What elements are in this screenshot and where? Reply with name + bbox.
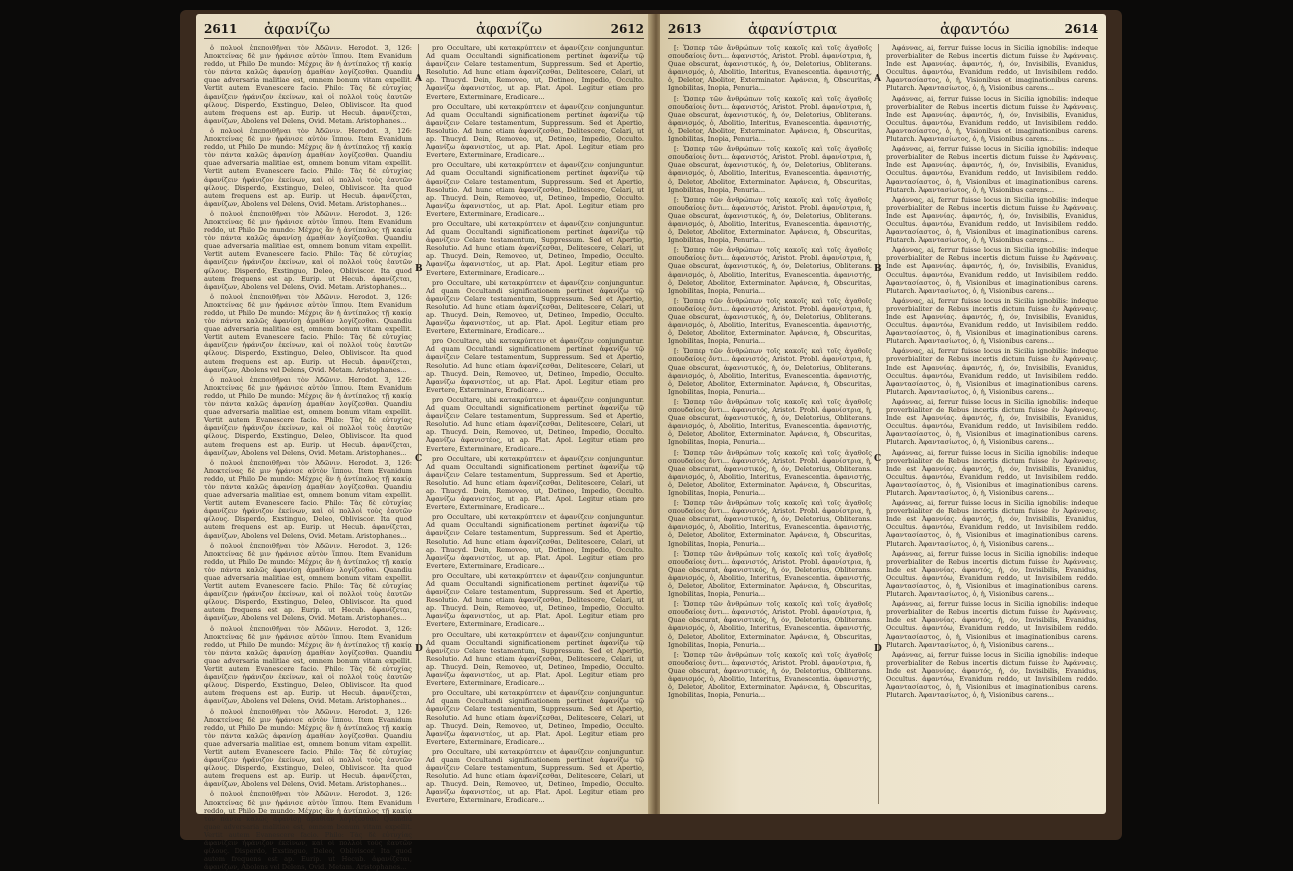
column-text-continued: [: Ὥσπερ τῶν ἄνθρώπων τοῖς κακοῖς καὶ τοῖς ἀγαθοῖς σπουδαίοις ὄντι... ἀφανιστός, Aristot. Probl. ἀφανίστρια, ἡ, Quae obscurat, ἀφανιστικός, ἡ, όν, Deletorius, Obliterans. ἀφανισμός, ὁ, Abolitio, Interitus, Evanescentia. ἀφανιστής, ὁ, Deletor, Abolitor, Exterminator. Ἀφάνεια, ἡ, Obscuritas, Ignobilitas, Inopia, Penuria... — [668, 195, 872, 245]
column-text-continued: [: Ὥσπερ τῶν ἄνθρώπων τοῖς κακοῖς καὶ τοῖς ἀγαθοῖς σπουδαίοις ὄντι... ἀφανιστός, Aristot. Probl. ἀφανίστρια, ἡ, Quae obscurat, ἀφανιστικός, ἡ, όν, Deletorius, Obliterans. ἀφανισμός, ὁ, Abolitio, Interitus, Evanescentia. ἀφανιστής, ὁ, Deletor, Abolitor, Exterminator. Ἀφάνεια, ἡ, Obscuritas, Ignobilitas, Inopia, Penuria... — [668, 296, 872, 346]
column-text-continued: Ἀφάννας, ai, ferrur fuisse locus in Sicilia ignobilis: indeque proverbialiter de Rebus incertis dictum fuisse ἐν Ἀφάνναις. Inde est Ἀφαννίας. ἀφαντός, ἡ, όν, Invisibilis, Evanidus, Occultus. ἀφαντόω, Evanidum reddo, ut Invisibilem reddo. Ἀφαντασίαστος, ὁ, ἡ, Visionibus et imaginationibus carens. Plutarch. Ἀφαντασίωτος, ὁ, ἡ, Visionibus carens... — [886, 94, 1098, 144]
column-divider — [418, 44, 419, 804]
text-column — [668, 44, 872, 806]
column-text-continued: Ἀφάννας, ai, ferrur fuisse locus in Sicilia ignobilis: indeque proverbialiter de Rebus incertis dictum fuisse ἐν Ἀφάνναις. Inde est Ἀφαννίας. ἀφαντός, ἡ, όν, Invisibilis, Evanidus, Occultus. ἀφαντόω, Evanidum reddo, ut Invisibilem reddo. Ἀφαντασίαστος, ὁ, ἡ, Visionibus et imaginationibus carens. Plutarch. Ἀφαντασίωτος, ὁ, ἡ, Visionibus carens... — [886, 448, 1098, 497]
page-number: 2611 — [204, 22, 238, 36]
column-text-continued: pro Occultare, ubi κατακρύπτειν et ἀφανίζειν conjunguntur. Ad quam Occultandi significationem pertinet ἀφανίζω τῷ ἀφανίζειν Celare testamentum, Suppressum. Sed et Apertio, Resolutio. Ad hunc etiam ἀφανίζεσθαι, Delitescere, Celari, ut ap. Thucyd. Dein, Removeo, ut, Detineo, Impedio, Occulto. Ἀφανίζω ἀφανιστέος, ut ap. Plat. Apol. Legitur etiam pro Evertere, Exterminare, Eradicare... — [426, 102, 644, 160]
column-text-continued: pro Occultare, ubi κατακρύπτειν et ἀφανίζειν conjunguntur. Ad quam Occultandi significationem pertinet ἀφανίζω τῷ ἀφανίζειν Celare testamentum, Suppressum. Sed et Apertio, Resolutio. Ad hunc etiam ἀφανίζεσθαι, Delitescere, Celari, ut ap. Thucyd. Dein, Removeo, ut, Detineo, Impedio, Occulto. Ἀφανίζω ἀφανιστέος, ut ap. Plat. Apol. Legitur etiam pro Evertere, Exterminare, Eradicare... — [426, 747, 644, 805]
column-text-continued: pro Occultare, ubi κατακρύπτειν et ἀφανίζειν conjunguntur. Ad quam Occultandi significationem pertinet ἀφανίζω τῷ ἀφανίζειν Celare testamentum, Suppressum. Sed et Apertio, Resolutio. Ad hunc etiam ἀφανίζεσθαι, Delitescere, Celari, ut ap. Thucyd. Dein, Removeo, ut, Detineo, Impedio, Occulto. Ἀφανίζω ἀφανιστέος, ut ap. Plat. Apol. Legitur etiam pro Evertere, Exterminare, Eradicare... — [426, 161, 644, 218]
column-text-continued: ὁ πολυοὶ ἐπεποιθῆναι τὸν Ἀδῶνιν. Herodot. 3, 126: Ἀποκτείνας δὲ μιν ἠφάνισε αὐτὸν ἵππου. Item Evanidum reddo, ut Philo De mundo: Μέχρις ἂν ἡ ἀντίπαλος τῇ κακίᾳ τὸν πάντα καλῶς ἀφανίσῃ ἀμαθίαν λογίζεσθαι. Quandiu quae adversaria malitiae est, omnem bonum vitam expellit. Vertit autem Evanescere facio. Philo: Τὰς δὲ εὐτυχίας ἀφανίζειν ἠφάνιζον ἐκείνων, καὶ οἱ πολλοὶ τοὺς ἑαυτῶν φίλους. Disperdo, Exstinguo, Deleo, Obliviscor. Ita quod autem frequens est ap. Eurip. ut Hecub. ἀφανίζεται, ἀφανίζων, Abolens vel Delens, Ovid. Metam. Aristophanes... — [204, 790, 412, 871]
margin-letter: A — [874, 74, 881, 84]
column-text-continued: pro Occultare, ubi κατακρύπτειν et ἀφανίζειν conjunguntur. Ad quam Occultandi significationem pertinet ἀφανίζω τῷ ἀφανίζειν Celare testamentum, Suppressum. Sed et Apertio, Resolutio. Ad hunc etiam ἀφανίζεσθαι, Delitescere, Celari, ut ap. Thucyd. Dein, Removeo, ut, Detineo, Impedio, Occulto. Ἀφανίζω ἀφανιστέος, ut ap. Plat. Apol. Legitur etiam pro Evertere, Exterminare, Eradicare... — [426, 278, 644, 336]
column-text-continued: Ἀφάννας, ai, ferrur fuisse locus in Sicilia ignobilis: indeque proverbialiter de Rebus incertis dictum fuisse ἐν Ἀφάνναις. Inde est Ἀφαννίας. ἀφαντός, ἡ, όν, Invisibilis, Evanidus, Occultus. ἀφαντόω, Evanidum reddo, ut Invisibilem reddo. Ἀφαντασίαστος, ὁ, ἡ, Visionibus et imaginationibus carens. Plutarch. Ἀφαντασίωτος, ὁ, ἡ, Visionibus carens... — [886, 549, 1098, 599]
column-text-continued: pro Occultare, ubi κατακρύπτειν et ἀφανίζειν conjunguntur. Ad quam Occultandi significationem pertinet ἀφανίζω τῷ ἀφανίζειν Celare testamentum, Suppressum. Sed et Apertio, Resolutio. Ad hunc etiam ἀφανίζεσθαι, Delitescere, Celari, ut ap. Thucyd. Dein, Removeo, ut, Detineo, Impedio, Occulto. Ἀφανίζω ἀφανιστέος, ut ap. Plat. Apol. Legitur etiam pro Evertere, Exterminare, Eradicare... — [426, 337, 644, 394]
header-rule — [204, 38, 644, 39]
column-text-continued: Ἀφάννας, ai, ferrur fuisse locus in Sicilia ignobilis: indeque proverbialiter de Rebus incertis dictum fuisse ἐν Ἀφάνναις. Inde est Ἀφαννίας. ἀφαντός, ἡ, όν, Invisibilis, Evanidus, Occultus. ἀφαντόω, Evanidum reddo, ut Invisibilem reddo. Ἀφαντασίαστος, ὁ, ἡ, Visionibus et imaginationibus carens. Plutarch. Ἀφαντασίωτος, ὁ, ἡ, Visionibus carens... — [886, 650, 1098, 700]
column-divider — [878, 44, 879, 804]
column-text-continued: [: Ὥσπερ τῶν ἄνθρώπων τοῖς κακοῖς καὶ τοῖς ἀγαθοῖς σπουδαίοις ὄντι... ἀφανιστός, Aristot. Probl. ἀφανίστρια, ἡ, Quae obscurat, ἀφανιστικός, ἡ, όν, Deletorius, Obliterans. ἀφανισμός, ὁ, Abolitio, Interitus, Evanescentia. ἀφανιστής, ὁ, Deletor, Abolitor, Exterminator. Ἀφάνεια, ἡ, Obscuritas, Ignobilitas, Inopia, Penuria... — [668, 347, 872, 396]
column-text-continued: ὁ πολυοὶ ἐπεποιθῆναι τὸν Ἀδῶνιν. Herodot. 3, 126: Ἀποκτείνας δὲ μιν ἠφάνισε αὐτὸν ἵππου. Item Evanidum reddo, ut Philo De mundo: Μέχρις ἂν ἡ ἀντίπαλος τῇ κακίᾳ τὸν πάντα καλῶς ἀφανίσῃ ἀμαθίαν λογίζεσθαι. Quandiu quae adversaria malitiae est, omnem bonum vitam expellit. Vertit autem Evanescere facio. Philo: Τὰς δὲ εὐτυχίας ἀφανίζειν ἠφάνιζον ἐκείνων, καὶ οἱ πολλοὶ τοὺς ἑαυτῶν φίλους. Disperdo, Exstinguo, Deleo, Obliviscor. Ita quod autem frequens est ap. Eurip. ut Hecub. ἀφανίζεται, ἀφανίζων, Abolens vel Delens, Ovid. Metam. Aristophanes... — [204, 209, 412, 291]
column-text-continued: [: Ὥσπερ τῶν ἄνθρώπων τοῖς κακοῖς καὶ τοῖς ἀγαθοῖς σπουδαίοις ὄντι... ἀφανιστός, Aristot. Probl. ἀφανίστρια, ἡ, Quae obscurat, ἀφανιστικός, ἡ, όν, Deletorius, Obliterans. ἀφανισμός, ὁ, Abolitio, Interitus, Evanescentia. ἀφανιστής, ὁ, Deletor, Abolitor, Exterminator. Ἀφάνεια, ἡ, Obscuritas, Ignobilitas, Inopia, Penuria... — [668, 650, 872, 700]
page-header-right — [668, 20, 1098, 40]
margin-letter: D — [874, 644, 882, 654]
column-text-continued: ὁ πολυοὶ ἐπεποιθῆναι τὸν Ἀδῶνιν. Herodot. 3, 126: Ἀποκτείνας δὲ μιν ἠφάνισε αὐτὸν ἵππου. Item Evanidum reddo, ut Philo De mundo: Μέχρις ἂν ἡ ἀντίπαλος τῇ κακίᾳ τὸν πάντα καλῶς ἀφανίσῃ ἀμαθίαν λογίζεσθαι. Quandiu quae adversaria malitiae est, omnem bonum vitam expellit. Vertit autem Evanescere facio. Philo: Τὰς δὲ εὐτυχίας ἀφανίζειν ἠφάνιζον ἐκείνων, καὶ οἱ πολλοὶ τοὺς ἑαυτῶν φίλους. Disperdo, Exstinguo, Deleo, Obliviscor. Ita quod autem frequens est ap. Eurip. ut Hecub. ἀφανίζεται, ἀφανίζων, Abolens vel Delens, Ovid. Metam. Aristophanes... — [204, 126, 412, 208]
running-headword: ἀφανίστρια — [748, 20, 838, 38]
column-text-continued: ὁ πολυοὶ ἐπεποιθῆναι τὸν Ἀδῶνιν. Herodot. 3, 126: Ἀποκτείνας δὲ μιν ἠφάνισε αὐτὸν ἵππου. Item Evanidum reddo, ut Philo De mundo: Μέχρις ἂν ἡ ἀντίπαλος τῇ κακίᾳ τὸν πάντα καλῶς ἀφανίσῃ ἀμαθίαν λογίζεσθαι. Quandiu quae adversaria malitiae est, omnem bonum vitam expellit. Vertit autem Evanescere facio. Philo: Τὰς δὲ εὐτυχίας ἀφανίζειν ἠφάνιζον ἐκείνων, καὶ οἱ πολλοὶ τοὺς ἑαυτῶν φίλους. Disperdo, Exstinguo, Deleo, Obliviscor. Ita quod autem frequens est ap. Eurip. ut Hecub. ἀφανίζεται, ἀφανίζων, Abolens vel Delens, Ovid. Metam. Aristophanes... — [204, 624, 412, 706]
margin-letter: B — [415, 264, 423, 274]
margin-letter: D — [415, 644, 423, 654]
left-page — [196, 14, 652, 871]
text-column — [426, 44, 644, 806]
column-text-continued: pro Occultare, ubi κατακρύπτειν et ἀφανίζειν conjunguntur. Ad quam Occultandi significationem pertinet ἀφανίζω τῷ ἀφανίζειν Celare testamentum, Suppressum. Sed et Apertio, Resolutio. Ad hunc etiam ἀφανίζεσθαι, Delitescere, Celari, ut ap. Thucyd. Dein, Removeo, ut, Detineo, Impedio, Occulto. Ἀφανίζω ἀφανιστέος, ut ap. Plat. Apol. Legitur etiam pro Evertere, Exterminare, Eradicare... — [426, 513, 644, 570]
column-text-continued: pro Occultare, ubi κατακρύπτειν et ἀφανίζειν conjunguntur. Ad quam Occultandi significationem pertinet ἀφανίζω τῷ ἀφανίζειν Celare testamentum, Suppressum. Sed et Apertio, Resolutio. Ad hunc etiam ἀφανίζεσθαι, Delitescere, Celari, ut ap. Thucyd. Dein, Removeo, ut, Detineo, Impedio, Occulto. Ἀφανίζω ἀφανιστέος, ut ap. Plat. Apol. Legitur etiam pro Evertere, Exterminare, Eradicare... — [426, 571, 644, 629]
column-text: Ἀφάννας, ai, ferrur fuisse locus in Sicilia ignobilis: indeque proverbialiter de Rebus incertis dictum fuisse ἐν Ἀφάνναις. Inde est Ἀφαννίας. ἀφαντός, ἡ, όν, Invisibilis, Evanidus, Occultus. ἀφαντόω, Evanidum reddo, ut Invisibilem reddo. Ἀφαντασίαστος, ὁ, ἡ, Visionibus et imaginationibus carens. Plutarch. Ἀφαντασίωτος, ὁ, ἡ, Visionibus carens... — [886, 44, 1098, 93]
running-headword: ἀφαντόω — [940, 20, 1010, 38]
column-text: pro Occultare, ubi κατακρύπτειν et ἀφανίζειν conjunguntur. Ad quam Occultandi significationem pertinet ἀφανίζω τῷ ἀφανίζειν Celare testamentum, Suppressum. Sed et Apertio, Resolutio. Ad hunc etiam ἀφανίζεσθαι, Delitescere, Celari, ut ap. Thucyd. Dein, Removeo, ut, Detineo, Impedio, Occulto. Ἀφανίζω ἀφανιστέος, ut ap. Plat. Apol. Legitur etiam pro Evertere, Exterminare, Eradicare... — [426, 44, 644, 101]
margin-letter: C — [874, 454, 882, 464]
running-headword: ἀφανίζω — [476, 20, 543, 38]
column-text-continued: Ἀφάννας, ai, ferrur fuisse locus in Sicilia ignobilis: indeque proverbialiter de Rebus incertis dictum fuisse ἐν Ἀφάνναις. Inde est Ἀφαννίας. ἀφαντός, ἡ, όν, Invisibilis, Evanidus, Occultus. ἀφαντόω, Evanidum reddo, ut Invisibilem reddo. Ἀφαντασίαστος, ὁ, ἡ, Visionibus et imaginationibus carens. Plutarch. Ἀφαντασίωτος, ὁ, ἡ, Visionibus carens... — [886, 195, 1098, 245]
page-number: 2614 — [1064, 22, 1098, 36]
column-text-continued: [: Ὥσπερ τῶν ἄνθρώπων τοῖς κακοῖς καὶ τοῖς ἀγαθοῖς σπουδαίοις ὄντι... ἀφανιστός, Aristot. Probl. ἀφανίστρια, ἡ, Quae obscurat, ἀφανιστικός, ἡ, όν, Deletorius, Obliterans. ἀφανισμός, ὁ, Abolitio, Interitus, Evanescentia. ἀφανιστής, ὁ, Deletor, Abolitor, Exterminator. Ἀφάνεια, ἡ, Obscuritas, Ignobilitas, Inopia, Penuria... — [668, 397, 872, 447]
column-text-continued: Ἀφάννας, ai, ferrur fuisse locus in Sicilia ignobilis: indeque proverbialiter de Rebus incertis dictum fuisse ἐν Ἀφάνναις. Inde est Ἀφαννίας. ἀφαντός, ἡ, όν, Invisibilis, Evanidus, Occultus. ἀφαντόω, Evanidum reddo, ut Invisibilem reddo. Ἀφαντασίαστος, ὁ, ἡ, Visionibus et imaginationibus carens. Plutarch. Ἀφαντασίωτος, ὁ, ἡ, Visionibus carens... — [886, 499, 1098, 548]
column-text-continued: ὁ πολυοὶ ἐπεποιθῆναι τὸν Ἀδῶνιν. Herodot. 3, 126: Ἀποκτείνας δὲ μιν ἠφάνισε αὐτὸν ἵππου. Item Evanidum reddo, ut Philo De mundo: Μέχρις ἂν ἡ ἀντίπαλος τῇ κακίᾳ τὸν πάντα καλῶς ἀφανίσῃ ἀμαθίαν λογίζεσθαι. Quandiu quae adversaria malitiae est, omnem bonum vitam expellit. Vertit autem Evanescere facio. Philo: Τὰς δὲ εὐτυχίας ἀφανίζειν ἠφάνιζον ἐκείνων, καὶ οἱ πολλοὶ τοὺς ἑαυτῶν φίλους. Disperdo, Exstinguo, Deleo, Obliviscor. Ita quod autem frequens est ap. Eurip. ut Hecub. ἀφανίζεται, ἀφανίζων, Abolens vel Delens, Ovid. Metam. Aristophanes... — [204, 707, 412, 789]
column-text-continued: pro Occultare, ubi κατακρύπτειν et ἀφανίζειν conjunguntur. Ad quam Occultandi significationem pertinet ἀφανίζω τῷ ἀφανίζειν Celare testamentum, Suppressum. Sed et Apertio, Resolutio. Ad hunc etiam ἀφανίζεσθαι, Delitescere, Celari, ut ap. Thucyd. Dein, Removeo, ut, Detineo, Impedio, Occulto. Ἀφανίζω ἀφανιστέος, ut ap. Plat. Apol. Legitur etiam pro Evertere, Exterminare, Eradicare... — [426, 395, 644, 453]
text-column — [886, 44, 1098, 806]
column-text-continued: [: Ὥσπερ τῶν ἄνθρώπων τοῖς κακοῖς καὶ τοῖς ἀγαθοῖς σπουδαίοις ὄντι... ἀφανιστός, Aristot. Probl. ἀφανίστρια, ἡ, Quae obscurat, ἀφανιστικός, ἡ, όν, Deletorius, Obliterans. ἀφανισμός, ὁ, Abolitio, Interitus, Evanescentia. ἀφανιστής, ὁ, Deletor, Abolitor, Exterminator. Ἀφάνεια, ἡ, Obscuritas, Ignobilitas, Inopia, Penuria... — [668, 600, 872, 649]
text-column — [204, 44, 412, 871]
column-text-continued: [: Ὥσπερ τῶν ἄνθρώπων τοῖς κακοῖς καὶ τοῖς ἀγαθοῖς σπουδαίοις ὄντι... ἀφανιστός, Aristot. Probl. ἀφανίστρια, ἡ, Quae obscurat, ἀφανιστικός, ἡ, όν, Deletorius, Obliterans. ἀφανισμός, ὁ, Abolitio, Interitus, Evanescentia. ἀφανιστής, ὁ, Deletor, Abolitor, Exterminator. Ἀφάνεια, ἡ, Obscuritas, Ignobilitas, Inopia, Penuria... — [668, 145, 872, 194]
margin-letter: B — [874, 264, 882, 274]
column-text-continued: Ἀφάννας, ai, ferrur fuisse locus in Sicilia ignobilis: indeque proverbialiter de Rebus incertis dictum fuisse ἐν Ἀφάνναις. Inde est Ἀφαννίας. ἀφαντός, ἡ, όν, Invisibilis, Evanidus, Occultus. ἀφαντόω, Evanidum reddo, ut Invisibilem reddo. Ἀφαντασίαστος, ὁ, ἡ, Visionibus et imaginationibus carens. Plutarch. Ἀφαντασίωτος, ὁ, ἡ, Visionibus carens... — [886, 296, 1098, 346]
column-text-continued: ὁ πολυοὶ ἐπεποιθῆναι τὸν Ἀδῶνιν. Herodot. 3, 126: Ἀποκτείνας δὲ μιν ἠφάνισε αὐτὸν ἵππου. Item Evanidum reddo, ut Philo De mundo: Μέχρις ἂν ἡ ἀντίπαλος τῇ κακίᾳ τὸν πάντα καλῶς ἀφανίσῃ ἀμαθίαν λογίζεσθαι. Quandiu quae adversaria malitiae est, omnem bonum vitam expellit. Vertit autem Evanescere facio. Philo: Τὰς δὲ εὐτυχίας ἀφανίζειν ἠφάνιζον ἐκείνων, καὶ οἱ πολλοὶ τοὺς ἑαυτῶν φίλους. Disperdo, Exstinguo, Deleo, Obliviscor. Ita quod autem frequens est ap. Eurip. ut Hecub. ἀφανίζεται, ἀφανίζων, Abolens vel Delens, Ovid. Metam. Aristophanes... — [204, 375, 412, 457]
column-text-continued: ὁ πολυοὶ ἐπεποιθῆναι τὸν Ἀδῶνιν. Herodot. 3, 126: Ἀποκτείνας δὲ μιν ἠφάνισε αὐτὸν ἵππου. Item Evanidum reddo, ut Philo De mundo: Μέχρις ἂν ἡ ἀντίπαλος τῇ κακίᾳ τὸν πάντα καλῶς ἀφανίσῃ ἀμαθίαν λογίζεσθαι. Quandiu quae adversaria malitiae est, omnem bonum vitam expellit. Vertit autem Evanescere facio. Philo: Τὰς δὲ εὐτυχίας ἀφανίζειν ἠφάνιζον ἐκείνων, καὶ οἱ πολλοὶ τοὺς ἑαυτῶν φίλους. Disperdo, Exstinguo, Deleo, Obliviscor. Ita quod autem frequens est ap. Eurip. ut Hecub. ἀφανίζεται, ἀφανίζων, Abolens vel Delens, Ovid. Metam. Aristophanes... — [204, 292, 412, 374]
column-text-continued: pro Occultare, ubi κατακρύπτειν et ἀφανίζειν conjunguntur. Ad quam Occultandi significationem pertinet ἀφανίζω τῷ ἀφανίζειν Celare testamentum, Suppressum. Sed et Apertio, Resolutio. Ad hunc etiam ἀφανίζεσθαι, Delitescere, Celari, ut ap. Thucyd. Dein, Removeo, ut, Detineo, Impedio, Occulto. Ἀφανίζω ἀφανιστέος, ut ap. Plat. Apol. Legitur etiam pro Evertere, Exterminare, Eradicare... — [426, 454, 644, 512]
column-text-continued: ὁ πολυοὶ ἐπεποιθῆναι τὸν Ἀδῶνιν. Herodot. 3, 126: Ἀποκτείνας δὲ μιν ἠφάνισε αὐτὸν ἵππου. Item Evanidum reddo, ut Philo De mundo: Μέχρις ἂν ἡ ἀντίπαλος τῇ κακίᾳ τὸν πάντα καλῶς ἀφανίσῃ ἀμαθίαν λογίζεσθαι. Quandiu quae adversaria malitiae est, omnem bonum vitam expellit. Vertit autem Evanescere facio. Philo: Τὰς δὲ εὐτυχίας ἀφανίζειν ἠφάνιζον ἐκείνων, καὶ οἱ πολλοὶ τοὺς ἑαυτῶν φίλους. Disperdo, Exstinguo, Deleo, Obliviscor. Ita quod autem frequens est ap. Eurip. ut Hecub. ἀφανίζεται, ἀφανίζων, Abolens vel Delens, Ovid. Metam. Aristophanes... — [204, 541, 412, 623]
column-text-continued: [: Ὥσπερ τῶν ἄνθρώπων τοῖς κακοῖς καὶ τοῖς ἀγαθοῖς σπουδαίοις ὄντι... ἀφανιστός, Aristot. Probl. ἀφανίστρια, ἡ, Quae obscurat, ἀφανιστικός, ἡ, όν, Deletorius, Obliterans. ἀφανισμός, ὁ, Abolitio, Interitus, Evanescentia. ἀφανιστής, ὁ, Deletor, Abolitor, Exterminator. Ἀφάνεια, ἡ, Obscuritas, Ignobilitas, Inopia, Penuria... — [668, 94, 872, 144]
column-text-continued: ὁ πολυοὶ ἐπεποιθῆναι τὸν Ἀδῶνιν. Herodot. 3, 126: Ἀποκτείνας δὲ μιν ἠφάνισε αὐτὸν ἵππου. Item Evanidum reddo, ut Philo De mundo: Μέχρις ἂν ἡ ἀντίπαλος τῇ κακίᾳ τὸν πάντα καλῶς ἀφανίσῃ ἀμαθίαν λογίζεσθαι. Quandiu quae adversaria malitiae est, omnem bonum vitam expellit. Vertit autem Evanescere facio. Philo: Τὰς δὲ εὐτυχίας ἀφανίζειν ἠφάνιζον ἐκείνων, καὶ οἱ πολλοὶ τοὺς ἑαυτῶν φίλους. Disperdo, Exstinguo, Deleo, Obliviscor. Ita quod autem frequens est ap. Eurip. ut Hecub. ἀφανίζεται, ἀφανίζων, Abolens vel Delens, Ovid. Metam. Aristophanes... — [204, 458, 412, 540]
column-text-continued: [: Ὥσπερ τῶν ἄνθρώπων τοῖς κακοῖς καὶ τοῖς ἀγαθοῖς σπουδαίοις ὄντι... ἀφανιστός, Aristot. Probl. ἀφανίστρια, ἡ, Quae obscurat, ἀφανιστικός, ἡ, όν, Deletorius, Obliterans. ἀφανισμός, ὁ, Abolitio, Interitus, Evanescentia. ἀφανιστής, ὁ, Deletor, Abolitor, Exterminator. Ἀφάνεια, ἡ, Obscuritas, Ignobilitas, Inopia, Penuria... — [668, 549, 872, 599]
page-number: 2613 — [668, 22, 702, 36]
column-text: [: Ὥσπερ τῶν ἄνθρώπων τοῖς κακοῖς καὶ τοῖς ἀγαθοῖς σπουδαίοις ὄντι... ἀφανιστός, Aristot. Probl. ἀφανίστρια, ἡ, Quae obscurat, ἀφανιστικός, ἡ, όν, Deletorius, Obliterans. ἀφανισμός, ὁ, Abolitio, Interitus, Evanescentia. ἀφανιστής, ὁ, Deletor, Abolitor, Exterminator. Ἀφάνεια, ἡ, Obscuritas, Ignobilitas, Inopia, Penuria... — [668, 44, 872, 93]
column-text-continued: Ἀφάννας, ai, ferrur fuisse locus in Sicilia ignobilis: indeque proverbialiter de Rebus incertis dictum fuisse ἐν Ἀφάνναις. Inde est Ἀφαννίας. ἀφαντός, ἡ, όν, Invisibilis, Evanidus, Occultus. ἀφαντόω, Evanidum reddo, ut Invisibilem reddo. Ἀφαντασίαστος, ὁ, ἡ, Visionibus et imaginationibus carens. Plutarch. Ἀφαντασίωτος, ὁ, ἡ, Visionibus carens... — [886, 347, 1098, 396]
page-number: 2612 — [610, 22, 644, 36]
column-text-continued: Ἀφάννας, ai, ferrur fuisse locus in Sicilia ignobilis: indeque proverbialiter de Rebus incertis dictum fuisse ἐν Ἀφάνναις. Inde est Ἀφαννίας. ἀφαντός, ἡ, όν, Invisibilis, Evanidus, Occultus. ἀφαντόω, Evanidum reddo, ut Invisibilem reddo. Ἀφαντασίαστος, ὁ, ἡ, Visionibus et imaginationibus carens. Plutarch. Ἀφαντασίωτος, ὁ, ἡ, Visionibus carens... — [886, 246, 1098, 295]
margin-letter: A — [415, 74, 422, 84]
column-text-continued: Ἀφάννας, ai, ferrur fuisse locus in Sicilia ignobilis: indeque proverbialiter de Rebus incertis dictum fuisse ἐν Ἀφάνναις. Inde est Ἀφαννίας. ἀφαντός, ἡ, όν, Invisibilis, Evanidus, Occultus. ἀφαντόω, Evanidum reddo, ut Invisibilem reddo. Ἀφαντασίαστος, ὁ, ἡ, Visionibus et imaginationibus carens. Plutarch. Ἀφαντασίωτος, ὁ, ἡ, Visionibus carens... — [886, 145, 1098, 194]
column-text-continued: [: Ὥσπερ τῶν ἄνθρώπων τοῖς κακοῖς καὶ τοῖς ἀγαθοῖς σπουδαίοις ὄντι... ἀφανιστός, Aristot. Probl. ἀφανίστρια, ἡ, Quae obscurat, ἀφανιστικός, ἡ, όν, Deletorius, Obliterans. ἀφανισμός, ὁ, Abolitio, Interitus, Evanescentia. ἀφανιστής, ὁ, Deletor, Abolitor, Exterminator. Ἀφάνεια, ἡ, Obscuritas, Ignobilitas, Inopia, Penuria... — [668, 246, 872, 295]
column-text-continued: Ἀφάννας, ai, ferrur fuisse locus in Sicilia ignobilis: indeque proverbialiter de Rebus incertis dictum fuisse ἐν Ἀφάνναις. Inde est Ἀφαννίας. ἀφαντός, ἡ, όν, Invisibilis, Evanidus, Occultus. ἀφαντόω, Evanidum reddo, ut Invisibilem reddo. Ἀφαντασίαστος, ὁ, ἡ, Visionibus et imaginationibus carens. Plutarch. Ἀφαντασίωτος, ὁ, ἡ, Visionibus carens... — [886, 600, 1098, 649]
page-header-left — [204, 20, 644, 40]
column-text: ὁ πολυοὶ ἐπεποιθῆναι τὸν Ἀδῶνιν. Herodot. 3, 126: Ἀποκτείνας δὲ μιν ἠφάνισε αὐτὸν ἵππου. Item Evanidum reddo, ut Philo De mundo: Μέχρις ἂν ἡ ἀντίπαλος τῇ κακίᾳ τὸν πάντα καλῶς ἀφανίσῃ ἀμαθίαν λογίζεσθαι. Quandiu quae adversaria malitiae est, omnem bonum vitam expellit. Vertit autem Evanescere facio. Philo: Τὰς δὲ εὐτυχίας ἀφανίζειν ἠφάνιζον ἐκείνων, καὶ οἱ πολλοὶ τοὺς ἑαυτῶν φίλους. Disperdo, Exstinguo, Deleo, Obliviscor. Ita quod autem frequens est ap. Eurip. ut Hecub. ἀφανίζεται, ἀφανίζων, Abolens vel Delens, Ovid. Metam. Aristophanes... — [204, 44, 412, 125]
running-headword: ἀφανίζω — [264, 20, 331, 38]
column-text-continued: pro Occultare, ubi κατακρύπτειν et ἀφανίζειν conjunguntur. Ad quam Occultandi significationem pertinet ἀφανίζω τῷ ἀφανίζειν Celare testamentum, Suppressum. Sed et Apertio, Resolutio. Ad hunc etiam ἀφανίζεσθαι, Delitescere, Celari, ut ap. Thucyd. Dein, Removeo, ut, Detineo, Impedio, Occulto. Ἀφανίζω ἀφανιστέος, ut ap. Plat. Apol. Legitur etiam pro Evertere, Exterminare, Eradicare... — [426, 689, 644, 746]
column-text-continued: pro Occultare, ubi κατακρύπτειν et ἀφανίζειν conjunguntur. Ad quam Occultandi significationem pertinet ἀφανίζω τῷ ἀφανίζειν Celare testamentum, Suppressum. Sed et Apertio, Resolutio. Ad hunc etiam ἀφανίζεσθαι, Delitescere, Celari, ut ap. Thucyd. Dein, Removeo, ut, Detineo, Impedio, Occulto. Ἀφανίζω ἀφανιστέος, ut ap. Plat. Apol. Legitur etiam pro Evertere, Exterminare, Eradicare... — [426, 630, 644, 688]
right-page — [660, 14, 1106, 814]
column-text-continued: pro Occultare, ubi κατακρύπτειν et ἀφανίζειν conjunguntur. Ad quam Occultandi significationem pertinet ἀφανίζω τῷ ἀφανίζειν Celare testamentum, Suppressum. Sed et Apertio, Resolutio. Ad hunc etiam ἀφανίζεσθαι, Delitescere, Celari, ut ap. Thucyd. Dein, Removeo, ut, Detineo, Impedio, Occulto. Ἀφανίζω ἀφανιστέος, ut ap. Plat. Apol. Legitur etiam pro Evertere, Exterminare, Eradicare... — [426, 219, 644, 277]
column-text-continued: [: Ὥσπερ τῶν ἄνθρώπων τοῖς κακοῖς καὶ τοῖς ἀγαθοῖς σπουδαίοις ὄντι... ἀφανιστός, Aristot. Probl. ἀφανίστρια, ἡ, Quae obscurat, ἀφανιστικός, ἡ, όν, Deletorius, Obliterans. ἀφανισμός, ὁ, Abolitio, Interitus, Evanescentia. ἀφανιστής, ὁ, Deletor, Abolitor, Exterminator. Ἀφάνεια, ἡ, Obscuritas, Ignobilitas, Inopia, Penuria... — [668, 499, 872, 548]
column-text-continued: Ἀφάννας, ai, ferrur fuisse locus in Sicilia ignobilis: indeque proverbialiter de Rebus incertis dictum fuisse ἐν Ἀφάνναις. Inde est Ἀφαννίας. ἀφαντός, ἡ, όν, Invisibilis, Evanidus, Occultus. ἀφαντόω, Evanidum reddo, ut Invisibilem reddo. Ἀφαντασίαστος, ὁ, ἡ, Visionibus et imaginationibus carens. Plutarch. Ἀφαντασίωτος, ὁ, ἡ, Visionibus carens... — [886, 397, 1098, 447]
column-text-continued: [: Ὥσπερ τῶν ἄνθρώπων τοῖς κακοῖς καὶ τοῖς ἀγαθοῖς σπουδαίοις ὄντι... ἀφανιστός, Aristot. Probl. ἀφανίστρια, ἡ, Quae obscurat, ἀφανιστικός, ἡ, όν, Deletorius, Obliterans. ἀφανισμός, ὁ, Abolitio, Interitus, Evanescentia. ἀφανιστής, ὁ, Deletor, Abolitor, Exterminator. Ἀφάνεια, ἡ, Obscuritas, Ignobilitas, Inopia, Penuria... — [668, 448, 872, 497]
header-rule — [668, 38, 1098, 39]
margin-letter: C — [415, 454, 423, 464]
